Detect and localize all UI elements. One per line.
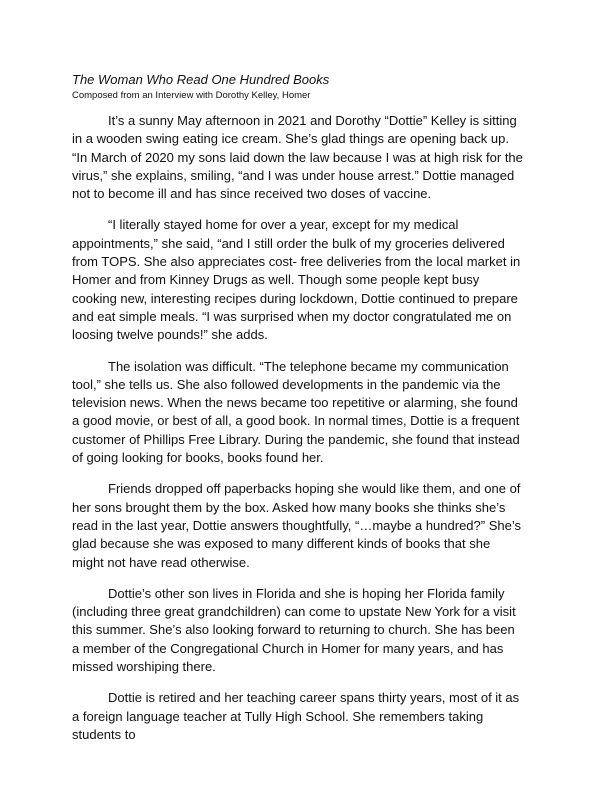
paragraph-1: It’s a sunny May afternoon in 2021 and Dorothy “Dottie” Kelley is sitting in a wooden swing eating ice cream. She’s glad things are opening back up. “In March of 2020 my sons laid down the law because I was at high risk for the virus,” she explains, smiling, “and I was under house arrest.” Dottie managed not to become ill and has since received two doses of vaccine. xyxy=(72,113,523,202)
article-subtitle: Composed from an Interview with Dorothy Kelley, Homer xyxy=(72,90,311,101)
paragraph-2: “I literally stayed home for over a year, except for my medical appointments,” she said, “and I still order the bulk of my groceries delivered from TOPS. She also appreciates cost- free deliveries from the local market in Homer and from Kinney Drugs as well. Though some people kept busy cooking new, interesting recipes during lockdown, Dottie continued to prepare and eat simple meals. “I was surprised when my doctor congratulated me on loosing twelve pounds!” she adds. xyxy=(72,217,521,343)
paragraph-3: The isolation was difficult. “The telephone became my communication tool,” she tells us. She also followed developments in the pandemic via the television news. When the news became too repetitive or alarming, she found a good movie, or best of all, a good book. In normal times, Dottie is a frequent customer of Phillips Free Library. During the pandemic, she found that instead of going looking for books, books found her. xyxy=(72,358,520,466)
article-title: The Woman Who Read One Hundred Books xyxy=(72,72,330,87)
paragraph-5: Dottie’s other son lives in Florida and she is hoping her Florida family (including three great grandchildren) can come to upstate New York for a visit this summer. She’s also looking forward to returning to church. She has been a member of the Congregational Church in Homer for many years, and has missed worshiping there. xyxy=(72,585,516,675)
paragraph-4: Friends dropped off paperbacks hoping she would like them, and one of her sons brought them by the box. Asked how many books she thinks she’s read in the last year, Dottie answers thoughtfully, “…maybe a hundred?” She’s glad because she was exposed to many different kinds of books that she might not have read otherwise. xyxy=(72,481,521,570)
paragraph-6: Dottie is retired and her teaching career spans thirty years, most of it as a foreign language teacher at Tully High School. She remembers taking students to xyxy=(72,690,520,742)
